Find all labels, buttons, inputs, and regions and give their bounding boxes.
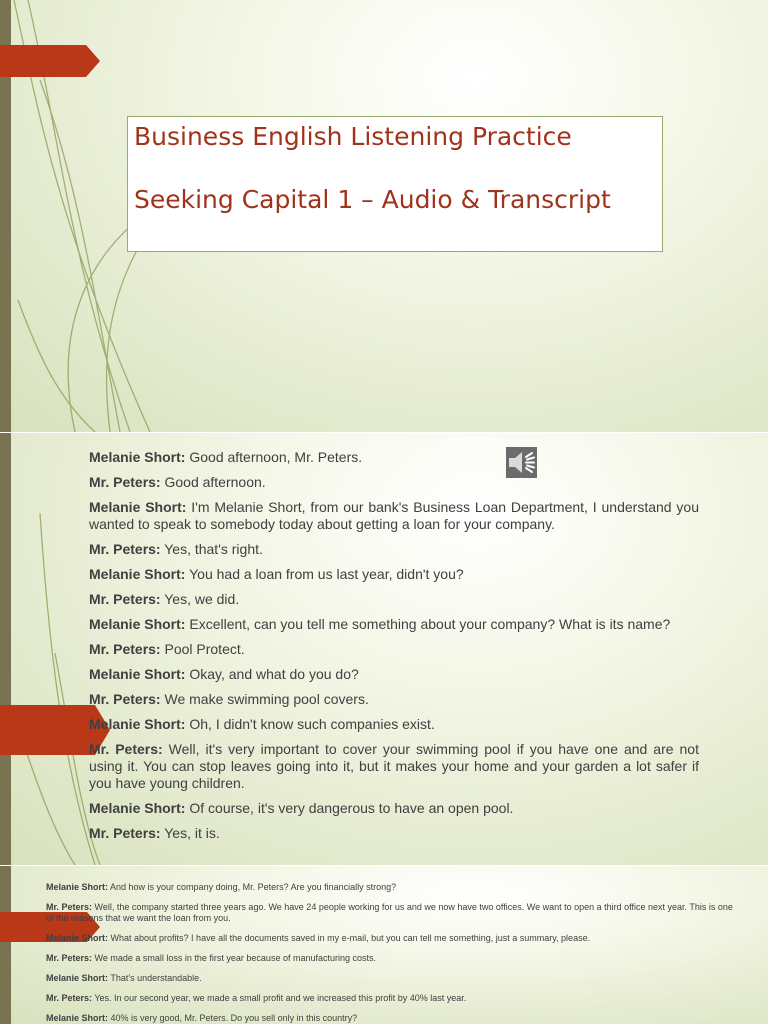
dialogue-line [89,800,699,817]
dialogue-line [89,541,699,558]
transcript-text [46,882,736,1024]
dialogue-line [89,741,699,792]
dialogue-text: Yes, we did. [160,591,240,607]
dialogue-line [89,641,699,658]
speaker-name: Mr. Peters: [89,825,161,841]
dialogue-text: What about profits? I have all the documents saved in my e-mail, but you can tell me something, just a summary, please. [108,933,591,943]
dialogue-line [46,973,736,984]
speaker-name: Mr. Peters: [89,741,163,757]
dialogue-text: We made a small loss in the first year because of manufacturing costs. [92,953,376,963]
speaker-name: Mr. Peters: [46,902,93,912]
speaker-name: Melanie Short: [46,1013,109,1023]
speaker-name: Melanie Short: [46,933,109,943]
speaker-name: Mr. Peters: [89,691,161,707]
transcript-slide-1 [0,433,768,865]
speaker-name: Mr. Peters: [89,591,161,607]
dialogue-line [46,902,736,924]
dialogue-text: Pool Protect. [160,641,245,657]
dialogue-line [89,825,699,842]
title-slide [0,0,768,432]
dialogue-text: Yes, it is. [160,825,220,841]
dialogue-text: I'm Melanie Short, from our bank's Business Loan Department, I understand you wanted to speak to somebody today about getting a loan for your company. [89,499,699,532]
slide-title: Business English Listening Practice [134,122,572,151]
dialogue-text: Yes. In our second year, we made a small profit and we increased this profit by 40% last year. [92,993,467,1003]
dialogue-text: Good afternoon, Mr. Peters. [185,449,363,465]
dialogue-line [89,474,699,491]
dialogue-line [46,993,736,1004]
speaker-name: Melanie Short: [46,973,109,983]
dialogue-line [46,1013,736,1024]
dialogue-line [89,499,699,533]
dialogue-text: Oh, I didn't know such companies exist. [185,716,435,732]
red-arrow-marker [0,45,100,77]
speaker-name: Mr. Peters: [89,474,161,490]
dialogue-line [89,591,699,608]
dialogue-text: You had a loan from us last year, didn't you? [185,566,464,582]
speaker-name: Melanie Short: [46,882,109,892]
dialogue-text: 40% is very good, Mr. Peters. Do you sell only in this country? [108,1013,358,1023]
title-box [127,116,663,252]
transcript-text [89,449,699,850]
dialogue-text: Good afternoon. [160,474,266,490]
dialogue-line [89,449,699,466]
speaker-name: Melanie Short: [89,499,187,515]
left-edge-bar [0,866,11,1024]
dialogue-line [89,666,699,683]
dialogue-line [89,716,699,733]
dialogue-text: Okay, and what do you do? [185,666,359,682]
speaker-name: Melanie Short: [89,449,186,465]
speaker-name: Mr. Peters: [46,993,93,1003]
dialogue-text: Yes, that's right. [160,541,263,557]
dialogue-line [46,882,736,893]
dialogue-text: We make swimming pool covers. [160,691,369,707]
dialogue-line [89,566,699,583]
speaker-name: Melanie Short: [89,566,186,582]
dialogue-line [46,933,736,944]
speaker-name: Mr. Peters: [89,541,161,557]
dialogue-line [89,616,699,633]
dialogue-line [89,691,699,708]
left-edge-bar [0,433,11,865]
speaker-name: Melanie Short: [89,666,186,682]
transcript-slide-2 [0,866,768,1024]
slide-subtitle: Seeking Capital 1 – Audio & Transcript [134,185,611,214]
speaker-name: Melanie Short: [89,716,186,732]
dialogue-text: Well, it's very important to cover your swimming pool if you have one and are not using it. You can stop leaves going into it, but it makes your home and your garden a lot safer if you have young children. [89,741,699,791]
dialogue-text: Well, the company started three years ago. We have 24 people working for us and we now have two offices. We want to open a third office next year. This is one of the reasons that we want the loan from you. [46,902,733,923]
dialogue-line [46,953,736,964]
dialogue-text: Of course, it's very dangerous to have an open pool. [185,800,514,816]
dialogue-text: Excellent, can you tell me something about your company? What is its name? [185,616,671,632]
speaker-name: Mr. Peters: [89,641,161,657]
speaker-name: Melanie Short: [89,616,186,632]
speaker-name: Mr. Peters: [46,953,93,963]
dialogue-text: That's understandable. [108,973,202,983]
speaker-name: Melanie Short: [89,800,186,816]
dialogue-text: And how is your company doing, Mr. Peters? Are you financially strong? [108,882,397,892]
